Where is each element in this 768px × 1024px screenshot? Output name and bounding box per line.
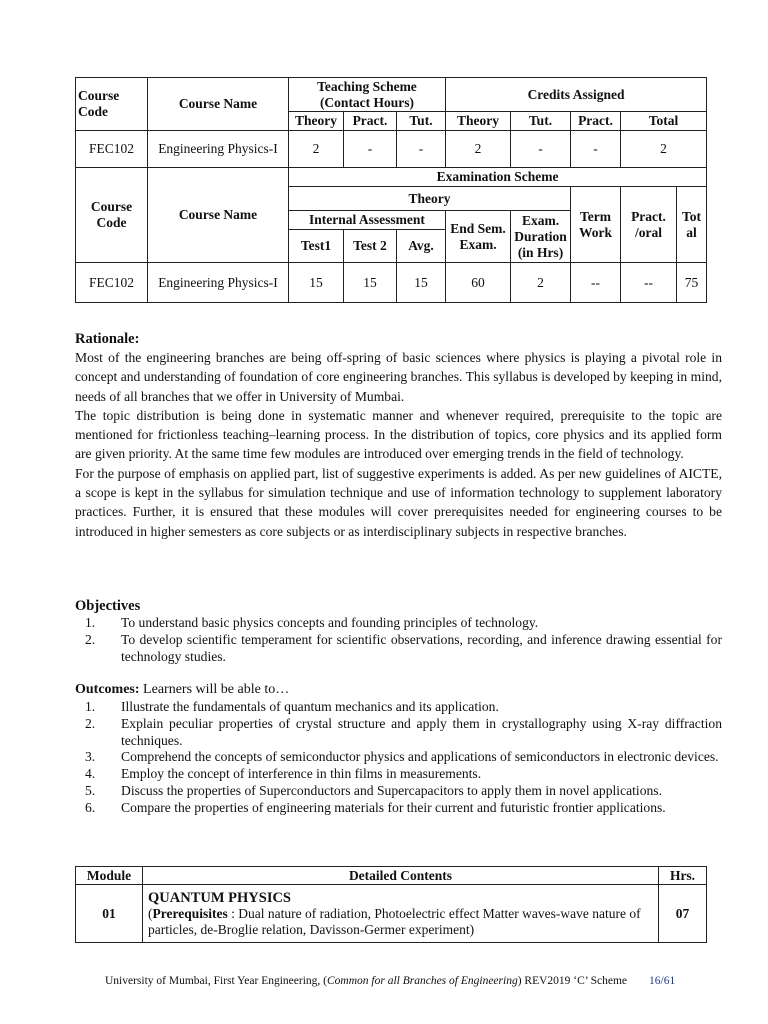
prerequisites-text: : Dual nature of radiation, Photoelectric effect Matter waves-wave nature of particles, de-Broglie relation, Davisson-Germer experiment) bbox=[148, 905, 641, 937]
subheader-tut: Tut. bbox=[397, 112, 446, 131]
page-footer: University of Mumbai, First Year Engineering, (Common for all Branches of Engineering) REV2019 ‘C’ Scheme 16/61 bbox=[105, 975, 676, 987]
module-title: QUANTUM PHYSICS bbox=[148, 889, 291, 906]
outcomes-list bbox=[75, 699, 722, 817]
header-test2: Test 2 bbox=[344, 230, 397, 263]
header-total: Tot al bbox=[677, 187, 707, 263]
header-end-sem-exam: End Sem. Exam. bbox=[446, 211, 511, 263]
row2-cell: 60 bbox=[446, 263, 511, 303]
header-pract-oral: Pract. /oral bbox=[621, 187, 677, 263]
header-term-work: Term Work bbox=[571, 187, 621, 263]
row1-cell: - bbox=[511, 131, 571, 168]
list-item: 1. To understand basic physics concepts and founding principles of technology. bbox=[85, 615, 539, 630]
header-hrs: Hrs. bbox=[659, 867, 707, 885]
subheader-credit-total: Total bbox=[621, 112, 707, 131]
row1-course-code: FEC102 bbox=[76, 131, 148, 168]
row2-cell: 15 bbox=[344, 263, 397, 303]
exam-header-course-name: Course Name bbox=[148, 168, 289, 263]
list-item: 4. Employ the concept of interference in thin films in measurements. bbox=[85, 766, 482, 782]
list-item: 5. Discuss the properties of Superconductors and Supercapacitors to apply them in novel applications. bbox=[85, 782, 662, 798]
header-teaching-scheme: Teaching Scheme (Contact Hours) bbox=[289, 78, 446, 112]
row2-cell: -- bbox=[571, 263, 621, 303]
objectives-heading: Objectives bbox=[75, 598, 141, 614]
header-theory: Theory bbox=[289, 187, 571, 211]
list-item: 3. Comprehend the concepts of semiconductor physics and applications of semiconductors in electronic devices. bbox=[85, 749, 719, 765]
rationale-heading: Rationale: bbox=[75, 331, 140, 347]
module-hours: 07 bbox=[659, 885, 707, 943]
row2-cell: 2 bbox=[511, 263, 571, 303]
exam-header-course-code: Course Code bbox=[76, 168, 148, 263]
row2-cell: 75 bbox=[677, 263, 707, 303]
header-test1: Test1 bbox=[289, 230, 344, 263]
page-number: 16/61 bbox=[649, 975, 676, 987]
header-avg: Avg. bbox=[397, 230, 446, 263]
objectives-section bbox=[75, 597, 722, 665]
header-course-code: Course Code bbox=[76, 78, 148, 131]
rationale-paragraph: The topic distribution is being done in systematic manner and whenever required, prerequisite to the topic are mentioned for frictionless teaching–learning process. In the distribution of topics, core physics and its applied form are given priority. At the same time few modules are introduced over emerging trends in the field of technology. bbox=[75, 407, 722, 462]
prerequisites-label: Prerequisites bbox=[152, 905, 228, 921]
module-contents: QUANTUM PHYSICS (Prerequisites : Dual nature of radiation, Photoelectric effect Matter waves-wave nature of particles, de-Broglie relation, Davisson-Germer experiment) bbox=[143, 885, 659, 943]
header-module: Module bbox=[76, 867, 143, 885]
row2-cell: 15 bbox=[397, 263, 446, 303]
list-item: 2. Explain peculiar properties of crystal structure and apply them in crystallography using X-ray diffraction techniques. bbox=[85, 715, 722, 748]
rationale-paragraph: Most of the engineering branches are being off-spring of basic sciences where physics is playing a pivotal role in concept and understanding of foundation of core engineering branches. This syllabus is developed by keeping in mind, needs of all branches that we offer in University of Mumbai. bbox=[75, 350, 722, 404]
rationale-paragraph: For the purpose of emphasis on applied part, list of suggestive experiments is added. As per new guidelines of AICTE, a scope is kept in the syllabus for simulation technique and use of information technology to supplement laboratory practices. Further, it is ensured that these modules will cover prerequisites needed for engineering courses to be introduced in higher semesters as core subjects or as interdisciplinary subjects in respective branches. bbox=[75, 465, 722, 539]
row1-cell: - bbox=[571, 131, 621, 168]
header-detailed-contents: Detailed Contents bbox=[143, 867, 659, 885]
rationale-section bbox=[75, 330, 722, 541]
objectives-list bbox=[75, 615, 722, 665]
row2-course-name: Engineering Physics-I bbox=[148, 263, 289, 303]
list-item: 1. Illustrate the fundamentals of quantum mechanics and its application. bbox=[85, 699, 499, 714]
module-table bbox=[75, 866, 707, 943]
module-number: 01 bbox=[76, 885, 143, 943]
outcomes-section bbox=[75, 681, 722, 817]
row1-cell: 2 bbox=[446, 131, 511, 168]
subheader-credit-theory: Theory bbox=[446, 112, 511, 131]
subheader-theory: Theory bbox=[289, 112, 344, 131]
row2-cell: -- bbox=[621, 263, 677, 303]
header-internal-assessment: Internal Assessment bbox=[289, 211, 446, 230]
row1-cell: - bbox=[397, 131, 446, 168]
header-examination-scheme: Examination Scheme bbox=[289, 168, 707, 187]
list-item: 6. Compare the properties of engineering materials for their current and futuristic frontier applications. bbox=[85, 799, 666, 815]
row1-cell: 2 bbox=[621, 131, 707, 168]
subheader-pract: Pract. bbox=[344, 112, 397, 131]
list-item: 2. To develop scientific temperament for scientific observations, recording, and inference drawing essential for technology studies. bbox=[85, 631, 722, 664]
scheme-table bbox=[75, 77, 707, 303]
subheader-credit-pract: Pract. bbox=[571, 112, 621, 131]
outcomes-heading: Outcomes: bbox=[75, 682, 140, 697]
header-course-name: Course Name bbox=[148, 78, 289, 131]
outcomes-intro: Learners will be able to… bbox=[143, 682, 290, 697]
row1-course-name: Engineering Physics-I bbox=[148, 131, 289, 168]
row1-cell: 2 bbox=[289, 131, 344, 168]
subheader-credit-tut: Tut. bbox=[511, 112, 571, 131]
header-credits-assigned: Credits Assigned bbox=[446, 78, 707, 112]
row2-course-code: FEC102 bbox=[76, 263, 148, 303]
row1-cell: - bbox=[344, 131, 397, 168]
header-exam-duration: Exam. Duration (in Hrs) bbox=[511, 211, 571, 263]
row2-cell: 15 bbox=[289, 263, 344, 303]
